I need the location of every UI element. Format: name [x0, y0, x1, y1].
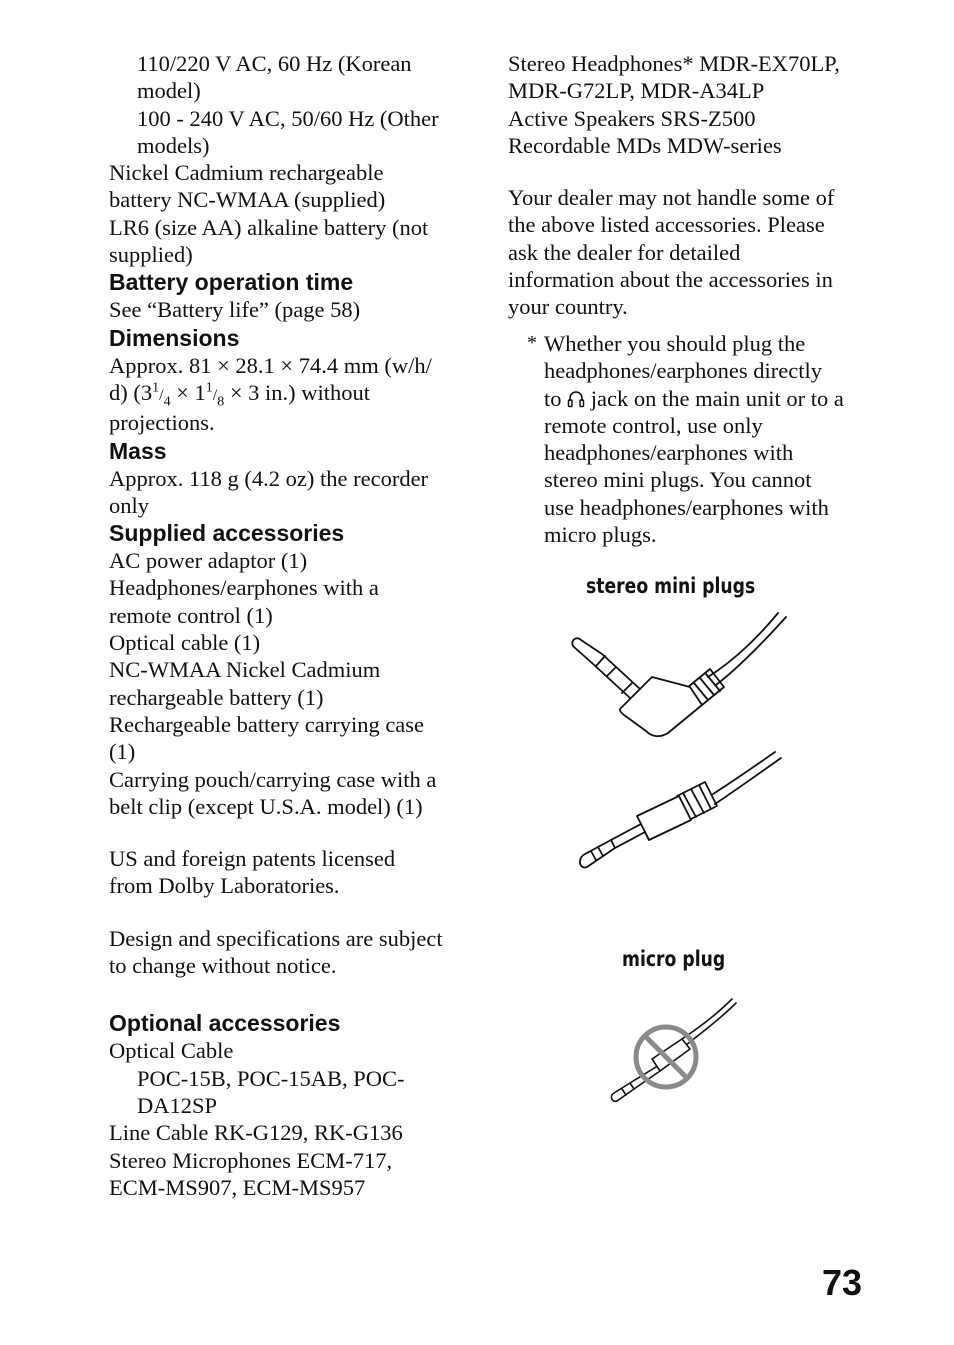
list-item: Line Cable RK-G129, RK-G136: [109, 1120, 403, 1146]
prohibited-icon: [636, 1027, 696, 1087]
footnote-line: Whether you should plug the: [544, 331, 806, 356]
fraction-slash: /: [159, 386, 164, 404]
list-item: DA12SP: [137, 1092, 218, 1118]
list-item: Stereo Microphones ECM-717,: [109, 1147, 393, 1173]
patents-line: from Dolby Laboratories.: [109, 873, 340, 899]
list-item: AC power adaptor (1): [109, 548, 308, 574]
battery-time-heading: Battery operation time: [109, 269, 354, 296]
power-line: LR6 (size AA) alkaline battery (not: [109, 214, 429, 240]
power-line: model): [137, 78, 201, 104]
optional-accessories-continued: [508, 50, 868, 159]
headphone-jack-icon: [567, 388, 585, 408]
spacer: [109, 900, 469, 925]
battery-time-text: See “Battery life” (page 58): [109, 297, 361, 323]
supplied-accessories-list: [109, 547, 469, 820]
design-line: to change without notice.: [109, 953, 337, 979]
dim-text: d) (3: [109, 379, 153, 405]
power-source-list: [109, 50, 469, 268]
list-item: Optical Cable: [109, 1038, 234, 1064]
spacer: [109, 979, 469, 1009]
dim-text: × 1: [170, 379, 206, 405]
list-item: remote control (1): [109, 602, 273, 628]
micro-plug-caption: micro plug: [622, 947, 726, 971]
page-number: 73: [822, 1262, 863, 1303]
footnote-line: headphones/earphones directly: [544, 358, 823, 384]
list-item: Recordable MDs MDW-series: [508, 132, 782, 158]
power-line: supplied): [109, 242, 193, 268]
dealer-line: your country.: [508, 294, 628, 320]
fraction-numerator: 1: [152, 380, 160, 396]
dimensions-line: Approx. 81 × 28.1 × 74.4 mm (w/h/: [109, 352, 432, 378]
list-item: POC-15B, POC-15AB, POC-: [137, 1065, 405, 1091]
dimensions-heading: Dimensions: [109, 324, 240, 351]
list-item: Stereo Headphones* MDR-EX70LP,: [508, 51, 840, 76]
fraction-numerator: 1: [205, 380, 213, 396]
mass-line: Approx. 118 g (4.2 oz) the recorder: [109, 465, 429, 491]
dimensions-line: projections.: [109, 410, 215, 436]
power-line: 100 - 240 V AC, 50/60 Hz (Other: [137, 105, 439, 131]
patents-note: [109, 845, 469, 900]
footnote-text: to: [544, 385, 568, 411]
footnote-line: [527, 385, 867, 412]
list-item: Rechargeable battery carrying case: [109, 711, 425, 737]
stereo-mini-plug-straight-illustration: [565, 748, 790, 888]
list-item: belt clip (except U.S.A. model) (1): [109, 793, 423, 819]
dimensions-line: [109, 379, 469, 409]
spacer: [508, 159, 868, 184]
power-line: models): [137, 132, 210, 158]
optional-accessories-heading: Optional accessories: [109, 1010, 341, 1037]
footnote-line: micro plugs.: [544, 522, 657, 548]
footnote-line: remote control, use only: [544, 412, 763, 438]
fraction-slash: /: [212, 386, 218, 404]
footnote-line: headphones/earphones with: [544, 440, 794, 466]
list-item: Optical cable (1): [109, 630, 261, 656]
list-item: NC-WMAA Nickel Cadmium: [109, 657, 381, 683]
design-note: [109, 925, 469, 980]
power-line: Nickel Cadmium rechargeable: [109, 160, 384, 186]
power-line: battery NC-WMAA (supplied): [109, 187, 386, 213]
left-column: [109, 50, 469, 1201]
micro-plug-illustration: [600, 995, 750, 1105]
footnote-line: use headphones/earphones with: [544, 494, 829, 520]
list-item: (1): [109, 739, 136, 765]
list-item: Active Speakers SRS-Z500: [508, 105, 756, 131]
list-item: Headphones/earphones with a: [109, 575, 379, 601]
right-column: [508, 50, 868, 321]
mass-line: only: [109, 492, 150, 518]
patents-line: US and foreign patents licensed: [109, 846, 396, 872]
power-line: 110/220 V AC, 60 Hz (Korean: [137, 51, 412, 76]
list-item: Carrying pouch/carrying case with a: [109, 766, 437, 792]
dealer-note: [508, 184, 868, 320]
design-line: Design and specifications are subject: [109, 925, 443, 951]
optional-accessories-list: [109, 1037, 469, 1201]
dealer-line: information about the accessories in: [508, 267, 833, 293]
list-item: MDR-G72LP, MDR-A34LP: [508, 78, 765, 104]
dealer-line: Your dealer may not handle some of: [508, 185, 835, 211]
footnote: [527, 330, 867, 548]
spacer: [109, 820, 469, 845]
dim-text: × 3 in.) without: [224, 379, 371, 405]
dealer-line: ask the dealer for detailed: [508, 239, 741, 265]
supplied-accessories-heading: Supplied accessories: [109, 520, 345, 547]
footnote-text: jack on the main unit or to a: [585, 385, 844, 411]
fraction-denominator: 4: [163, 394, 171, 410]
mass-heading: Mass: [109, 437, 167, 464]
stereo-mini-plug-angled-illustration: [560, 605, 795, 745]
stereo-mini-plugs-caption: stereo mini plugs: [586, 574, 756, 598]
fraction-denominator: 8: [217, 394, 225, 410]
list-item: rechargeable battery (1): [109, 684, 324, 710]
footnote-mark: *: [527, 332, 537, 354]
list-item: ECM-MS907, ECM-MS957: [109, 1174, 366, 1200]
dealer-line: the above listed accessories. Please: [508, 212, 825, 238]
footnote-line: stereo mini plugs. You cannot: [544, 467, 812, 493]
